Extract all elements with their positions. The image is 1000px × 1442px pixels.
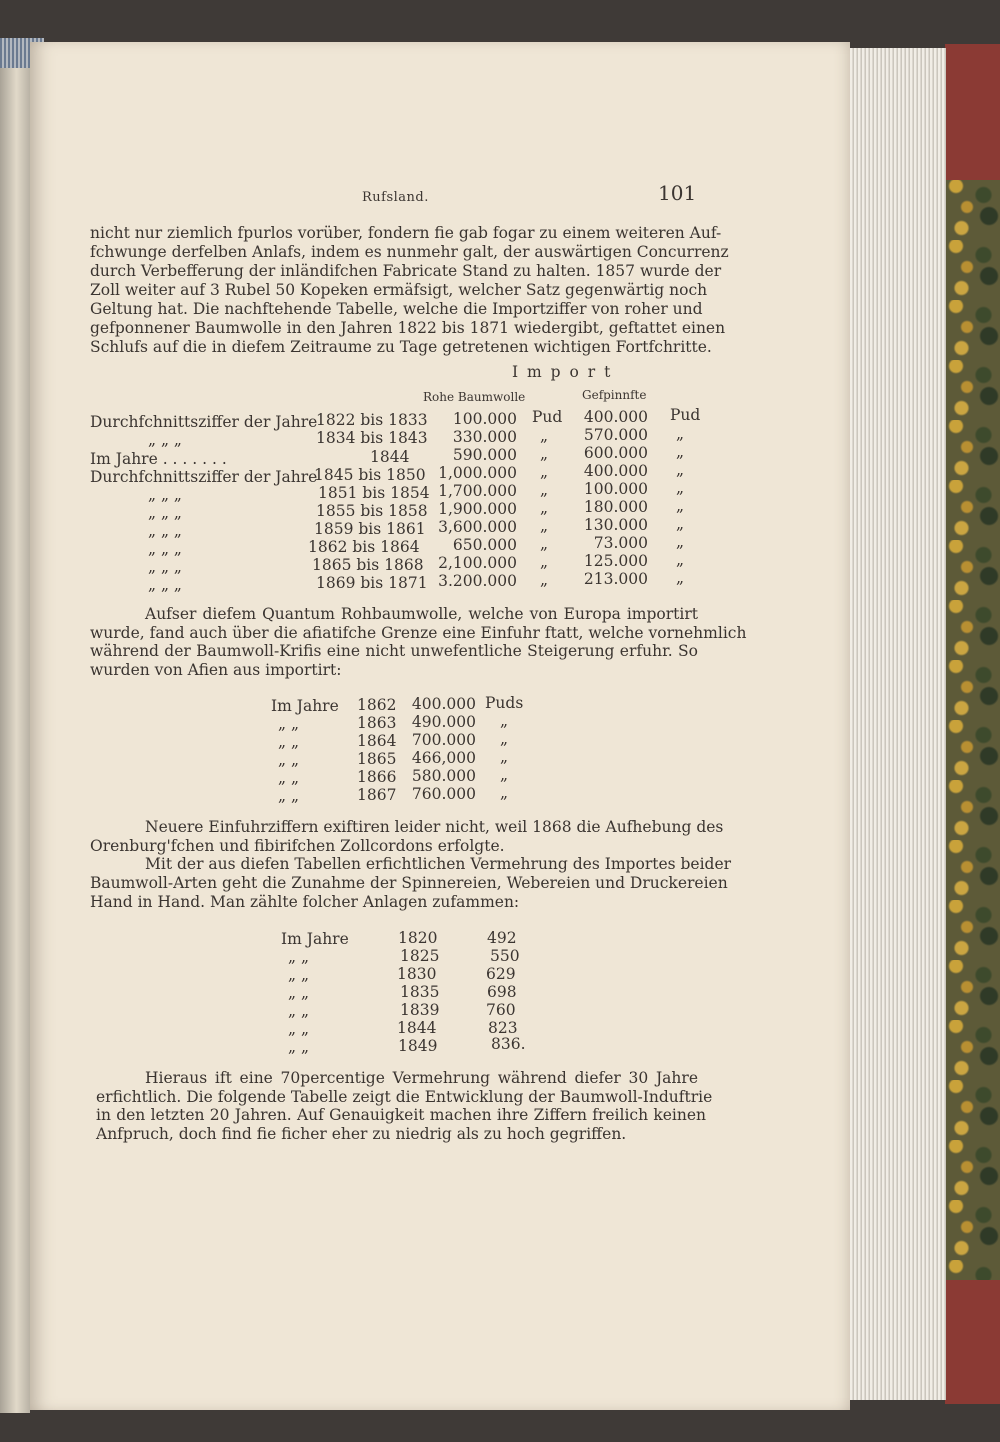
page-stack-edges: [840, 48, 946, 1400]
raw-cotton-value: 3,600.000: [438, 518, 517, 536]
text-line: erfichtlich. Die folgende Tabelle zeigt die Entwicklung der Baumwoll-Induftrie: [96, 1088, 713, 1106]
text-line: Zoll weiter auf 3 Rubel 50 Kopeken ermäfsigt, welcher Satz gegenwärtig noch: [90, 281, 708, 299]
left-page-edge: [0, 38, 30, 1413]
row-label: Im Jahre . . . . . . .: [90, 450, 227, 468]
text-line: wurde, fand auch über die afiatifche Grenze eine Einfuhr ftatt, welche vornehmlich: [90, 624, 747, 642]
row-label: „ „: [278, 715, 299, 733]
unit-yarn: „: [676, 551, 685, 569]
yarn-value: 73.000: [593, 534, 648, 552]
text-line: Hieraus ift eine 70percentige Vermehrung während diefer 30 Jahre: [145, 1069, 698, 1087]
row-period: 1851 bis 1854: [318, 484, 430, 502]
row-count: 760: [486, 1001, 516, 1019]
text-line: durch Verbefferung der inländifchen Fabricate Stand zu halten. 1857 wurde der: [90, 262, 722, 280]
unit-raw: „: [540, 535, 549, 553]
text-line: wurden von Afien aus importirt:: [90, 661, 342, 679]
unit-raw: „: [540, 427, 549, 445]
yarn-value: 100.000: [583, 480, 648, 498]
unit-yarn: „: [676, 461, 685, 479]
yarn-value: 130.000: [583, 516, 648, 534]
row-count: 823: [488, 1019, 518, 1037]
column-header-yarn: Gefpinnfte: [582, 388, 647, 402]
row-label: „ „ „: [148, 486, 182, 504]
yarn-value: 400.000: [583, 408, 648, 426]
row-value: 466,000: [411, 749, 476, 767]
row-label: „ „: [278, 787, 299, 805]
row-label: „ „: [288, 1020, 309, 1038]
yarn-value: 570.000: [583, 426, 648, 444]
row-label: „ „: [278, 751, 299, 769]
text-line: Neuere Einfuhrziffern exiftiren leider nicht, weil 1868 die Aufhebung des: [145, 818, 724, 836]
row-year: 1863: [357, 714, 397, 732]
row-period: 1859 bis 1861: [314, 520, 426, 538]
row-value: 700.000: [411, 731, 476, 749]
unit-yarn: „: [676, 515, 685, 533]
row-label: „ „ „: [148, 522, 182, 540]
row-value: 400.000: [411, 695, 476, 713]
unit-raw: „: [540, 445, 549, 463]
yarn-value: 600.000: [583, 444, 648, 462]
row-year: 1839: [400, 1001, 440, 1019]
unit-yarn: Pud: [670, 406, 701, 424]
raw-cotton-value: 650.000: [452, 536, 517, 554]
marbled-endpaper: [945, 180, 1000, 1280]
column-header-raw-cotton: Rohe Baumwolle: [423, 390, 526, 404]
text-line: nicht nur ziemlich fpurlos vorüber, fondern fie gab fogar zu einem weiteren Auf-: [90, 224, 722, 242]
raw-cotton-value: 3.200.000: [438, 572, 517, 590]
row-label: „ „: [288, 948, 309, 966]
text-line: gefponnener Baumwolle in den Jahren 1822 bis 1871 wiedergibt, geftattet einen: [90, 319, 726, 337]
row-year: 1820: [398, 929, 438, 947]
row-label: „ „: [288, 966, 309, 984]
row-count: 492: [487, 929, 517, 947]
row-count: 836.: [491, 1035, 526, 1053]
page-number: 101: [658, 181, 697, 205]
unit-raw: „: [540, 553, 549, 571]
text-line: Orenburg'fchen und fibirifchen Zollcordons erfolgte.: [90, 837, 505, 855]
text-line: fchwunge derfelben Anlafs, indem es nunmehr galt, der auswärtigen Concurrenz: [90, 243, 729, 261]
row-unit: „: [500, 784, 509, 802]
row-label: „ „: [278, 769, 299, 787]
row-label: „ „: [288, 984, 309, 1002]
row-year: 1825: [400, 947, 440, 965]
raw-cotton-value: 590.000: [452, 446, 517, 464]
row-year: 1867: [357, 786, 397, 804]
unit-raw: „: [540, 499, 549, 517]
text-line: während der Baumwoll-Krifis eine nicht unwefentliche Steigerung erfuhr. So: [90, 642, 698, 660]
row-period: 1862 bis 1864: [308, 538, 420, 556]
text-line: Hand in Hand. Man zählte folcher Anlagen zufammen:: [90, 893, 520, 911]
unit-yarn: „: [676, 533, 685, 551]
row-year: 1835: [400, 983, 440, 1001]
raw-cotton-value: 1,000.000: [438, 464, 517, 482]
row-period: 1844: [370, 448, 410, 466]
unit-raw: „: [540, 481, 549, 499]
row-value: 580.000: [411, 767, 476, 785]
running-title: Rufsland.: [362, 190, 429, 205]
row-label: „ „: [288, 1002, 309, 1020]
raw-cotton-value: 100.000: [452, 410, 517, 428]
text-line: Geltung hat. Die nachftehende Tabelle, welche die Importziffer von roher und: [90, 300, 703, 318]
row-count: 629: [486, 965, 516, 983]
row-value: 760.000: [411, 785, 476, 803]
yarn-value: 400.000: [583, 462, 648, 480]
unit-raw: „: [540, 517, 549, 535]
row-label: Durchfchnittsziffer der Jahre: [90, 468, 318, 486]
row-period: 1845 bis 1850: [314, 466, 426, 484]
text-line: Anfpruch, doch find fie ficher eher zu niedrig als zu hoch gegriffen.: [96, 1125, 627, 1143]
text-line: Mit der aus diefen Tabellen erfichtlichen Vermehrung des Importes beider: [145, 855, 732, 873]
text-line: Schlufs auf die in diefem Zeitraume zu Tage getretenen wichtigen Fortfchritte.: [90, 338, 712, 356]
row-label: „ „ „: [148, 576, 182, 594]
text-line: in den letzten 20 Jahren. Auf Genauigkeit machen ihre Ziffern freilich keinen: [96, 1106, 706, 1124]
row-value: 490.000: [411, 713, 476, 731]
row-year: 1864: [357, 732, 397, 750]
unit-raw: „: [540, 463, 549, 481]
row-unit: „: [500, 766, 509, 784]
table-heading: I m p o r t: [512, 363, 613, 381]
row-year: 1865: [357, 750, 397, 768]
row-year: 1844: [397, 1019, 437, 1037]
row-label: „ „ „: [148, 558, 182, 576]
unit-yarn: „: [676, 443, 685, 461]
unit-yarn: „: [676, 497, 685, 515]
yarn-value: 125.000: [583, 552, 648, 570]
row-unit: „: [500, 748, 509, 766]
yarn-value: 213.000: [583, 570, 648, 588]
unit-yarn: „: [676, 425, 685, 443]
row-label: „ „ „: [148, 431, 182, 449]
raw-cotton-value: 330.000: [452, 428, 517, 446]
row-count: 698: [487, 983, 517, 1001]
row-unit: „: [500, 712, 509, 730]
unit-raw: „: [540, 571, 549, 589]
row-count: 550: [490, 947, 520, 965]
row-period: 1855 bis 1858: [316, 502, 428, 520]
row-unit: Puds: [485, 694, 524, 712]
raw-cotton-value: 1,900.000: [438, 500, 517, 518]
yarn-value: 180.000: [583, 498, 648, 516]
row-period: 1865 bis 1868: [312, 556, 424, 574]
row-label: Im Jahre: [281, 930, 349, 948]
raw-cotton-value: 1,700.000: [438, 482, 517, 500]
row-label: „ „ „: [148, 504, 182, 522]
text-line: Aufser diefem Quantum Rohbaumwolle, welche von Europa importirt: [145, 605, 698, 623]
unit-yarn: „: [676, 479, 685, 497]
row-year: 1862: [357, 696, 397, 714]
raw-cotton-value: 2,100.000: [438, 554, 517, 572]
row-year: 1830: [397, 965, 437, 983]
row-label: Durchfchnittsziffer der Jahre: [90, 413, 318, 431]
row-label: „ „: [278, 733, 299, 751]
row-label: „ „: [288, 1038, 309, 1056]
unit-yarn: „: [676, 569, 685, 587]
unit-raw: Pud: [532, 408, 563, 426]
row-period: 1869 bis 1871: [316, 574, 428, 592]
row-period: 1822 bis 1833: [316, 411, 428, 429]
row-label: „ „ „: [148, 540, 182, 558]
text-line: Baumwoll-Arten geht die Zunahme der Spinnereien, Webereien und Druckereien: [90, 874, 728, 892]
row-unit: „: [500, 730, 509, 748]
row-year: 1866: [357, 768, 397, 786]
row-label: Im Jahre: [271, 697, 339, 715]
row-period: 1834 bis 1843: [316, 429, 428, 447]
row-year: 1849: [398, 1037, 438, 1055]
